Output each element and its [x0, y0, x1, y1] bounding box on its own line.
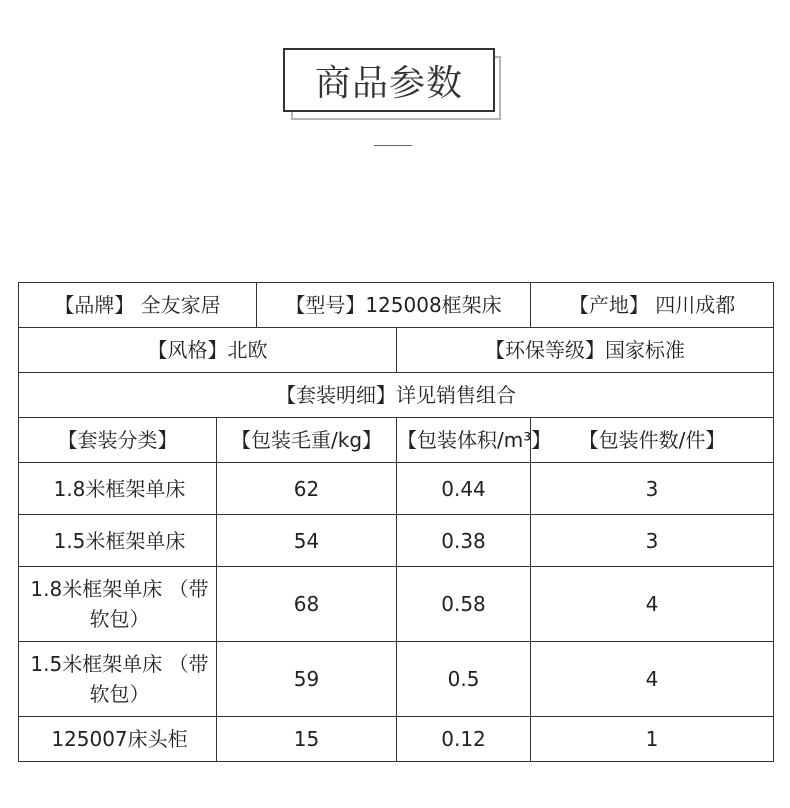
volume-cell: 0.58 [397, 567, 531, 642]
brand-cell: 【品牌】 全友家居 [19, 283, 257, 328]
style-cell: 【风格】北欧 [19, 328, 397, 373]
spec-table [18, 282, 774, 762]
weight-cell: 62 [217, 463, 397, 515]
info-row-3 [19, 373, 774, 418]
table-row [19, 642, 774, 717]
weight-cell: 59 [217, 642, 397, 717]
pieces-cell: 4 [531, 642, 774, 717]
set-detail-cell: 【套装明细】详见销售组合 [19, 373, 774, 418]
page-title: 商品参数 [283, 48, 495, 112]
title-block [283, 48, 505, 122]
column-header: 【包装体积/m³】 [397, 418, 531, 463]
table-header-row [19, 418, 774, 463]
table-row [19, 463, 774, 515]
info-row-2 [19, 328, 774, 373]
volume-cell: 0.44 [397, 463, 531, 515]
table-row [19, 515, 774, 567]
title-divider [374, 145, 412, 146]
pieces-cell: 4 [531, 567, 774, 642]
info-row-1 [19, 283, 774, 328]
model-cell: 【型号】125008框架床 [257, 283, 531, 328]
pieces-cell: 1 [531, 717, 774, 762]
column-header: 【包装毛重/kg】 [217, 418, 397, 463]
table-row [19, 567, 774, 642]
category-cell: 1.8米框架单床 （带软包） [19, 567, 217, 642]
weight-cell: 68 [217, 567, 397, 642]
weight-cell: 15 [217, 717, 397, 762]
column-header: 【包装件数/件】 [531, 418, 774, 463]
pieces-cell: 3 [531, 463, 774, 515]
category-cell: 125007床头柜 [19, 717, 217, 762]
column-header: 【套装分类】 [19, 418, 217, 463]
category-cell: 1.5米框架单床 （带软包） [19, 642, 217, 717]
category-cell: 1.8米框架单床 [19, 463, 217, 515]
eco-level-cell: 【环保等级】国家标准 [397, 328, 774, 373]
table-row [19, 717, 774, 762]
weight-cell: 54 [217, 515, 397, 567]
origin-cell: 【产地】 四川成都 [531, 283, 774, 328]
volume-cell: 0.38 [397, 515, 531, 567]
volume-cell: 0.5 [397, 642, 531, 717]
volume-cell: 0.12 [397, 717, 531, 762]
pieces-cell: 3 [531, 515, 774, 567]
category-cell: 1.5米框架单床 [19, 515, 217, 567]
